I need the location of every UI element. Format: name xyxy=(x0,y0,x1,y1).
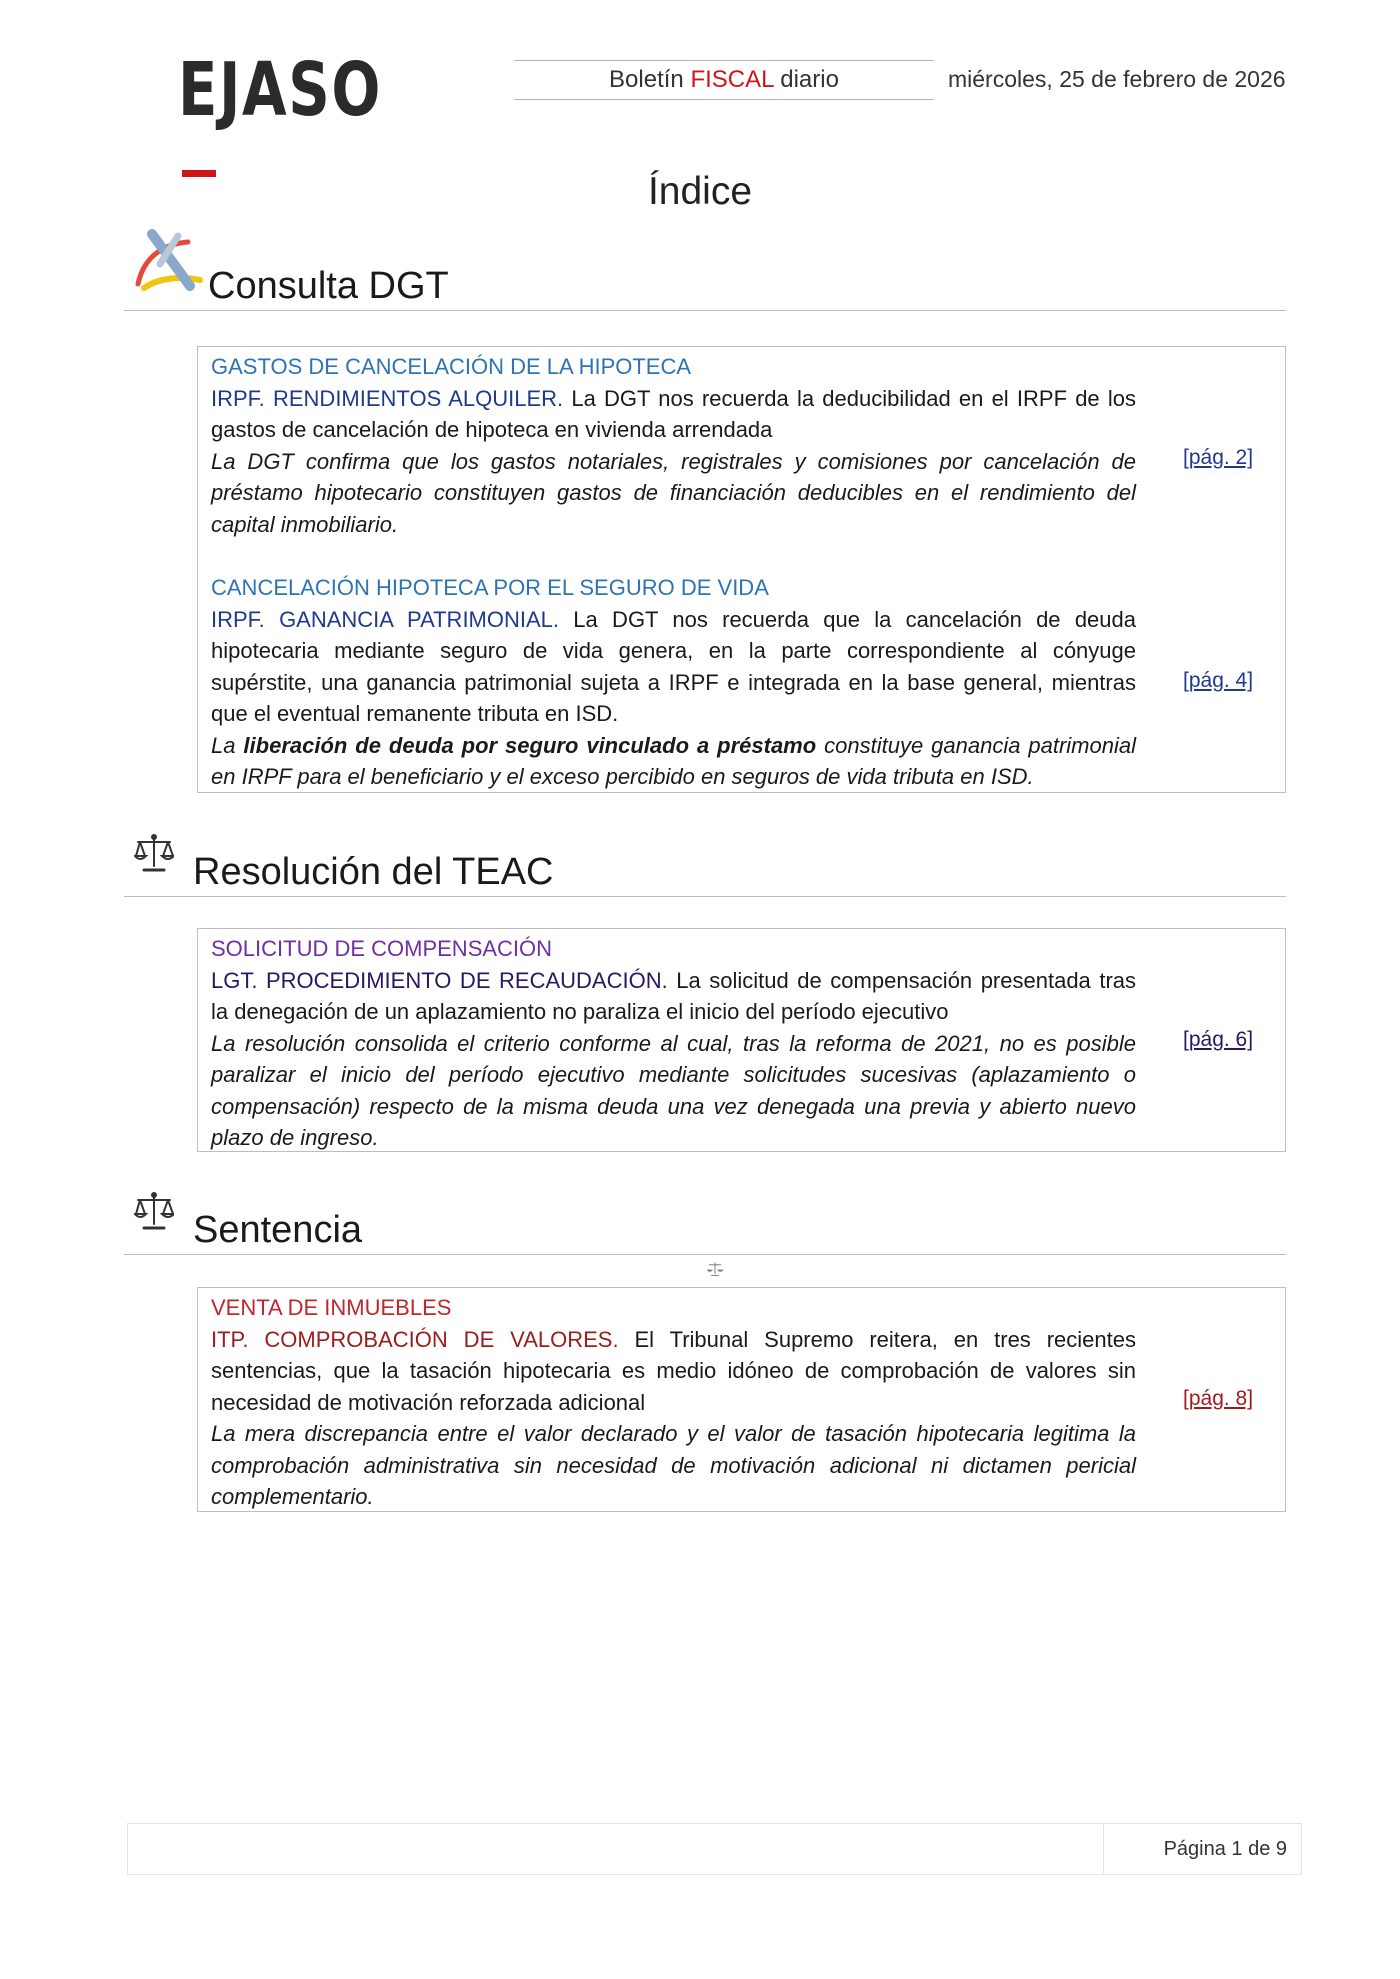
entry-gastos-cancelacion xyxy=(211,351,1136,540)
page-link-4[interactable]: [pág. 4] xyxy=(1183,669,1254,692)
section-header-resolucion-teac xyxy=(124,852,1286,897)
bulletin-prefix: Boletín xyxy=(609,66,691,93)
entry-lead: ITP. COMPROBACIÓN DE VALORES. xyxy=(211,1326,619,1352)
entry-lead: IRPF. GANANCIA PATRIMONIAL. xyxy=(211,606,560,632)
entries-box-sentencia xyxy=(197,1287,1286,1512)
summary-post: constituye ganancia patrimonial en IRPF para el beneficiario y el exceso percibido en seguros de vida tributa en ISD. xyxy=(211,732,1136,789)
section-title: Resolución del TEAC xyxy=(193,851,554,893)
entries-box-consulta-dgt xyxy=(197,346,1286,793)
ejaso-logo xyxy=(178,47,400,133)
entry-summary: La resolución consolida el criterio conforme al cual, tras la reforma de 2021, no es posible paralizar el inicio del período ejecutivo mediante solicitudes sucesivas (aplazamiento o compensación) respecto de la misma deuda una vez denegada una previa y abierto nuevo plazo de ingreso. xyxy=(211,1030,1136,1150)
entry-description xyxy=(211,383,1136,446)
page-number: Página 1 de 9 xyxy=(1163,1838,1287,1860)
page-link-6[interactable]: [pág. 6] xyxy=(1183,1028,1254,1051)
entry-lead: LGT. PROCEDIMIENTO DE RECAUDACIÓN. xyxy=(211,967,668,993)
small-scales-icon xyxy=(706,1261,724,1277)
entry-text: La solicitud de compensación presentada tras la denegación de un aplazamiento no paraliza el inicio del período ejecutivo xyxy=(211,967,1136,1024)
footer-separator xyxy=(1103,1824,1104,1874)
entry-category: VENTA DE INMUEBLES xyxy=(211,1295,452,1320)
entry-category: CANCELACIÓN HIPOTECA POR EL SEGURO DE VIDA xyxy=(211,575,769,600)
bulletin-date: miércoles, 25 de febrero de 2026 xyxy=(948,66,1286,92)
summary-bold: liberación de deuda por seguro vinculado a préstamo xyxy=(243,732,817,758)
entry-text: La DGT nos recuerda la deducibilidad en el IRPF de los gastos de cancelación de hipoteca en vivienda arrendada xyxy=(211,385,1136,442)
entry-summary xyxy=(211,730,1136,793)
entry-venta-inmuebles xyxy=(211,1292,1136,1513)
bulletin-suffix: diario xyxy=(773,66,839,93)
entry-solicitud-compensacion xyxy=(211,933,1136,1154)
section-title: Consulta DGT xyxy=(208,265,449,307)
entry-text: La DGT nos recuerda que la cancelación de deuda hipotecaria mediante seguro de vida genera, en la parte correspondiente al cónyuge supérstite, una ganancia patrimonial sujeta a IRPF e integrada en la base general, mientras que el eventual remanente tributa en ISD. xyxy=(211,606,1137,726)
summary-pre: La xyxy=(211,732,244,758)
entry-description xyxy=(211,1324,1136,1419)
section-header-consulta-dgt xyxy=(124,266,1286,311)
page-footer xyxy=(127,1823,1302,1875)
entry-cancelacion-seguro-vida xyxy=(211,572,1136,793)
section-header-sentencia xyxy=(124,1210,1286,1255)
bulletin-title xyxy=(514,60,934,100)
entry-description xyxy=(211,965,1136,1028)
section-title: Sentencia xyxy=(193,1209,363,1251)
entry-category: GASTOS DE CANCELACIÓN DE LA HIPOTECA xyxy=(211,354,692,379)
bulletin-highlight: FISCAL xyxy=(690,66,774,93)
entry-category: SOLICITUD DE COMPENSACIÓN xyxy=(211,936,553,961)
page-link-8[interactable]: [pág. 8] xyxy=(1183,1387,1254,1410)
brand-name: EJASO xyxy=(178,47,383,133)
entry-summary: La DGT confirma que los gastos notariales, registrales y comisiones por cancelación de préstamo hipotecario constituyen gastos de financiación deducibles en el rendimiento del capital inmobiliario. xyxy=(211,448,1136,537)
entry-summary: La mera discrepancia entre el valor declarado y el valor de tasación hipotecaria legitima la comprobación administrativa sin necesidad de motivación adicional ni dictamen pericial complementario. xyxy=(211,1421,1136,1509)
entry-description xyxy=(211,604,1136,730)
page-link-2[interactable]: [pág. 2] xyxy=(1183,446,1254,469)
entry-lead: IRPF. RENDIMIENTOS ALQUILER. xyxy=(211,385,564,411)
index-title: Índice xyxy=(647,170,753,213)
entry-text: El Tribunal Supremo reitera, en tres recientes sentencias, que la tasación hipotecaria es medio idóneo de comprobación de valores sin necesidad de motivación reforzada adicional xyxy=(211,1326,1136,1415)
entries-box-resolucion-teac xyxy=(197,928,1286,1152)
